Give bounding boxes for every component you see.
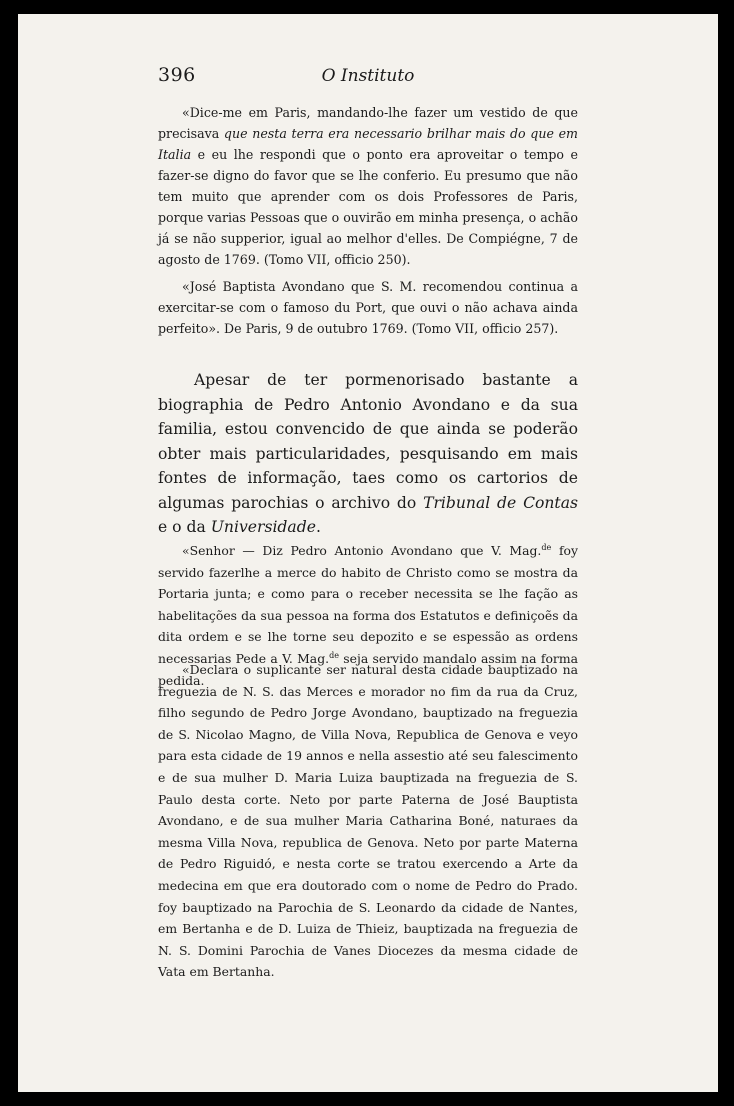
doc1-sup-b: de [329, 650, 339, 660]
running-title: O Instituto [321, 66, 415, 86]
body-emphasis-tribunal: Tribunal de Contas [423, 493, 578, 512]
body-text-c: . [315, 518, 321, 536]
quote1-text-a: «Dice-me em Paris, mandando-lhe fazer um vestido de que precisava [158, 105, 578, 141]
book-page [18, 14, 718, 1092]
quote-paragraph-2 [158, 276, 578, 339]
quote1-emphasis: que nesta terra era necessario brilhar mais do que em Italia [158, 126, 579, 162]
quote-paragraph-1 [158, 102, 578, 270]
quote1-text-b: e eu lhe respondi que o ponto era aproveitar o tempo e fazer-se digno do favor que se lhe conferio. Eu presumo que não tem muito que aprender com os dois Professores de Paris, porque varias Pessoas que o ouvirão em minha presença, o achão já se não supperior, igual ao melhor d'elles. De Compiégne, 7 de agosto de 1769. (Tomo VII, officio 250). [158, 147, 578, 267]
body-paragraph [158, 368, 578, 540]
doc1-text-b: foy servido fazerlhe a merce do habito de Christo como se mostra da Portaria junta; e como para o receber necessita se lhe fação as habelitações da sua pessoa na forma dos Estatutos e definiçoẽs da dita ordem e se lhe torne seu depozito e se espessão as ordens necessarias Pede a V. Mag. [158, 543, 578, 666]
doc1-sup-a: de [541, 542, 552, 552]
page-number: 396 [158, 64, 196, 86]
document-paragraph-2 [158, 659, 578, 983]
doc2-text: «Declara o suplicante ser natural desta cidade bauptizado na freguezia de N. S. das Merces e morador no fim da rua da Cruz, filho segundo de Pedro Jorge Avondano, bauptizado na freguezia de S. Nicolao Magno, de Villa Nova, Republica de Genova e veyo para esta cidade de 19 annos e nella assestio até seu falescimento e de sua mulher D. Maria Luiza bauptizada na freguezia de S. Paulo desta corte. Neto por parte Paterna de José Bauptista Avondano, e de sua mulher Maria Catharina Boné, naturaes da mesma Villa Nova, republica de Genova. Neto por parte Materna de Pedro Riguidó, e nesta corte se tratou exercendo a Arte da medecina em que era doutorado com o nome de Pedro do Prado. foy bauptizado na Parochia de S. Leonardo da cidade de Nantes, em Bertanha e de D. Luiza de Thieiz, bauptizada na freguezia de N. S. Domini Parochia de Vanes Diocezes da mesma cidade de Vata em Bertanha. [158, 662, 578, 980]
page-header [158, 64, 578, 94]
body-text-a: Apesar de ter pormenorisado bastante a biographia de Pedro Antonio Avondano e da sua familia, estou convencido de que ainda se poderão obter mais particularidades, pesquisando em mais fontes de informação, taes como os cartorios de algumas parochias o archivo do [158, 371, 578, 512]
body-text-b: e o da [158, 518, 211, 536]
body-emphasis-universidade: Universidade [210, 518, 316, 536]
doc1-text-a: «Senhor — Diz Pedro Antonio Avondano que V. Mag. [182, 543, 542, 558]
quote2-text: «José Baptista Avondano que S. M. recomendou continua a exercitar-se com o famoso du Port, que ouvi o não achava ainda perfeito». De Paris, 9 de outubro 1769. (Tomo VII, officio 257). [158, 279, 578, 336]
doc1-text-c: seja servido mandalo assim na forma pedida. [158, 650, 578, 688]
